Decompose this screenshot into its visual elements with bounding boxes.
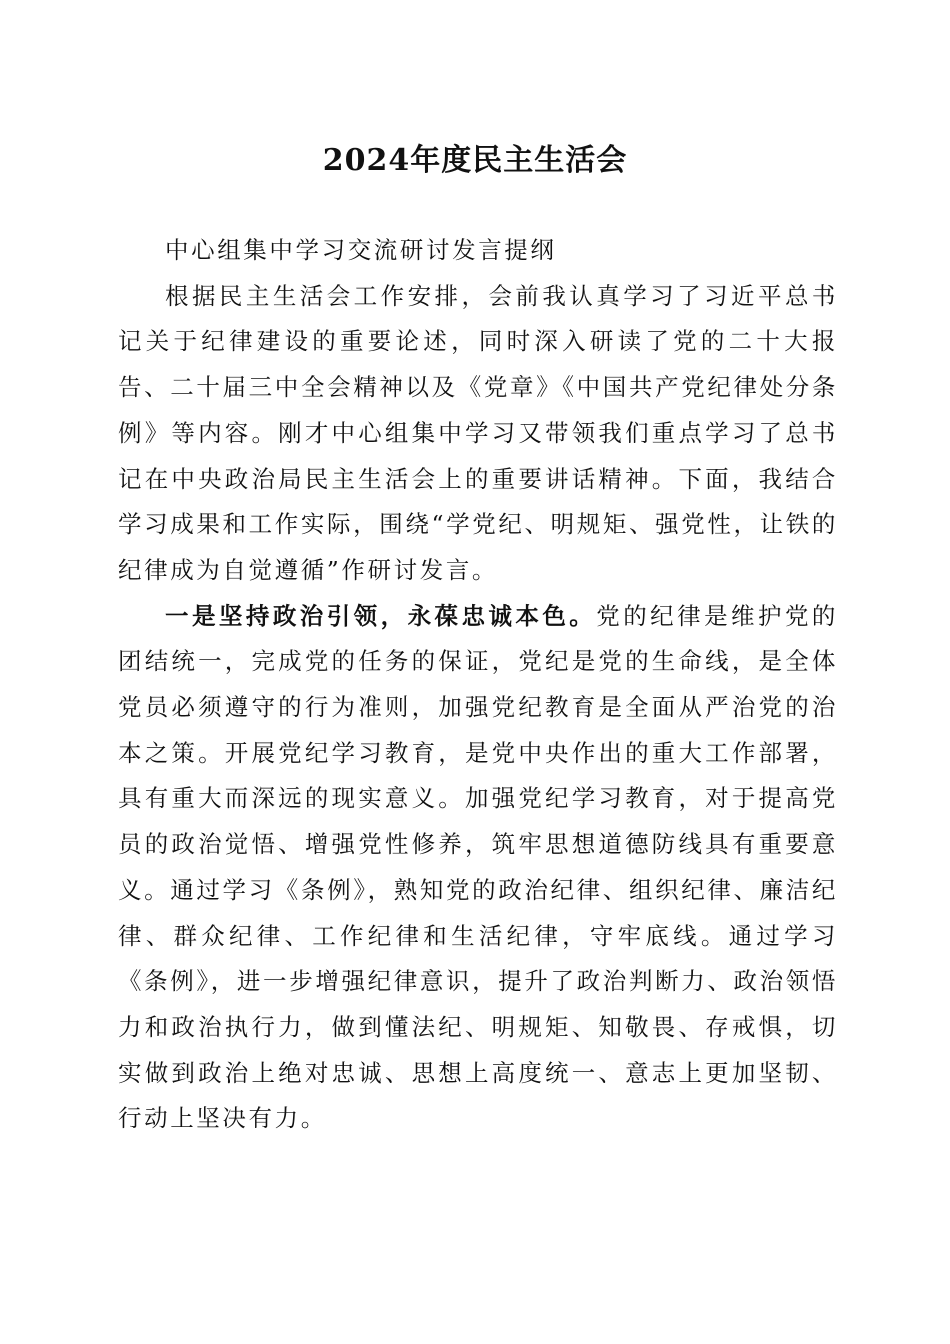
- paragraph-intro: 根据民主生活会工作安排，会前我认真学习了习近平总书记关于纪律建设的重要论述，同时深入研读了党的二十大报告、二十届三中全会精神以及《党章》《中国共产党纪律处分条例》等内容。刚才中心组集中学习又带领我们重点学习了总书记在中央政治局民主生活会上的重要讲话精神。下面，我结合学习成果和工作实际，围绕“学党纪、明规矩、强党性，让铁的纪律成为自觉遵循”作研讨发言。: [118, 281, 838, 584]
- paragraph-point-one-body: 党的纪律是维护党的团结统一，完成党的任务的保证，党纪是党的生命线，是全体党员必须遵守的行为准则，加强党纪教育是全面从严治党的治本之策。开展党纪学习教育，是党中央作出的重大工作部署，具有重大而深远的现实意义。加强党纪学习教育，对于提高党员的政治觉悟、增强党性修养，筑牢思想道德防线具有重要意义。通过学习《条例》，熟知党的政治纪律、组织纪律、廉洁纪律、群众纪律、工作纪律和生活纪律，守牢底线。通过学习《条例》，进一步增强纪律意识，提升了政治判断力、政治领悟力和政治执行力，做到懂法纪、明规矩、知敬畏、存戒惧，切实做到政治上绝对忠诚、思想上高度统一、意志上更加坚韧、行动上坚决有力。: [118, 601, 838, 1133]
- document-subtitle: 中心组集中学习交流研讨发言提纲: [165, 236, 557, 264]
- document-body: [118, 228, 838, 1142]
- document-title: 2024年度民主生活会: [322, 143, 628, 178]
- paragraph-point-one-lead: 一是坚持政治引领，永葆忠诚本色。: [165, 601, 597, 630]
- paragraph-point-one: [118, 594, 838, 1142]
